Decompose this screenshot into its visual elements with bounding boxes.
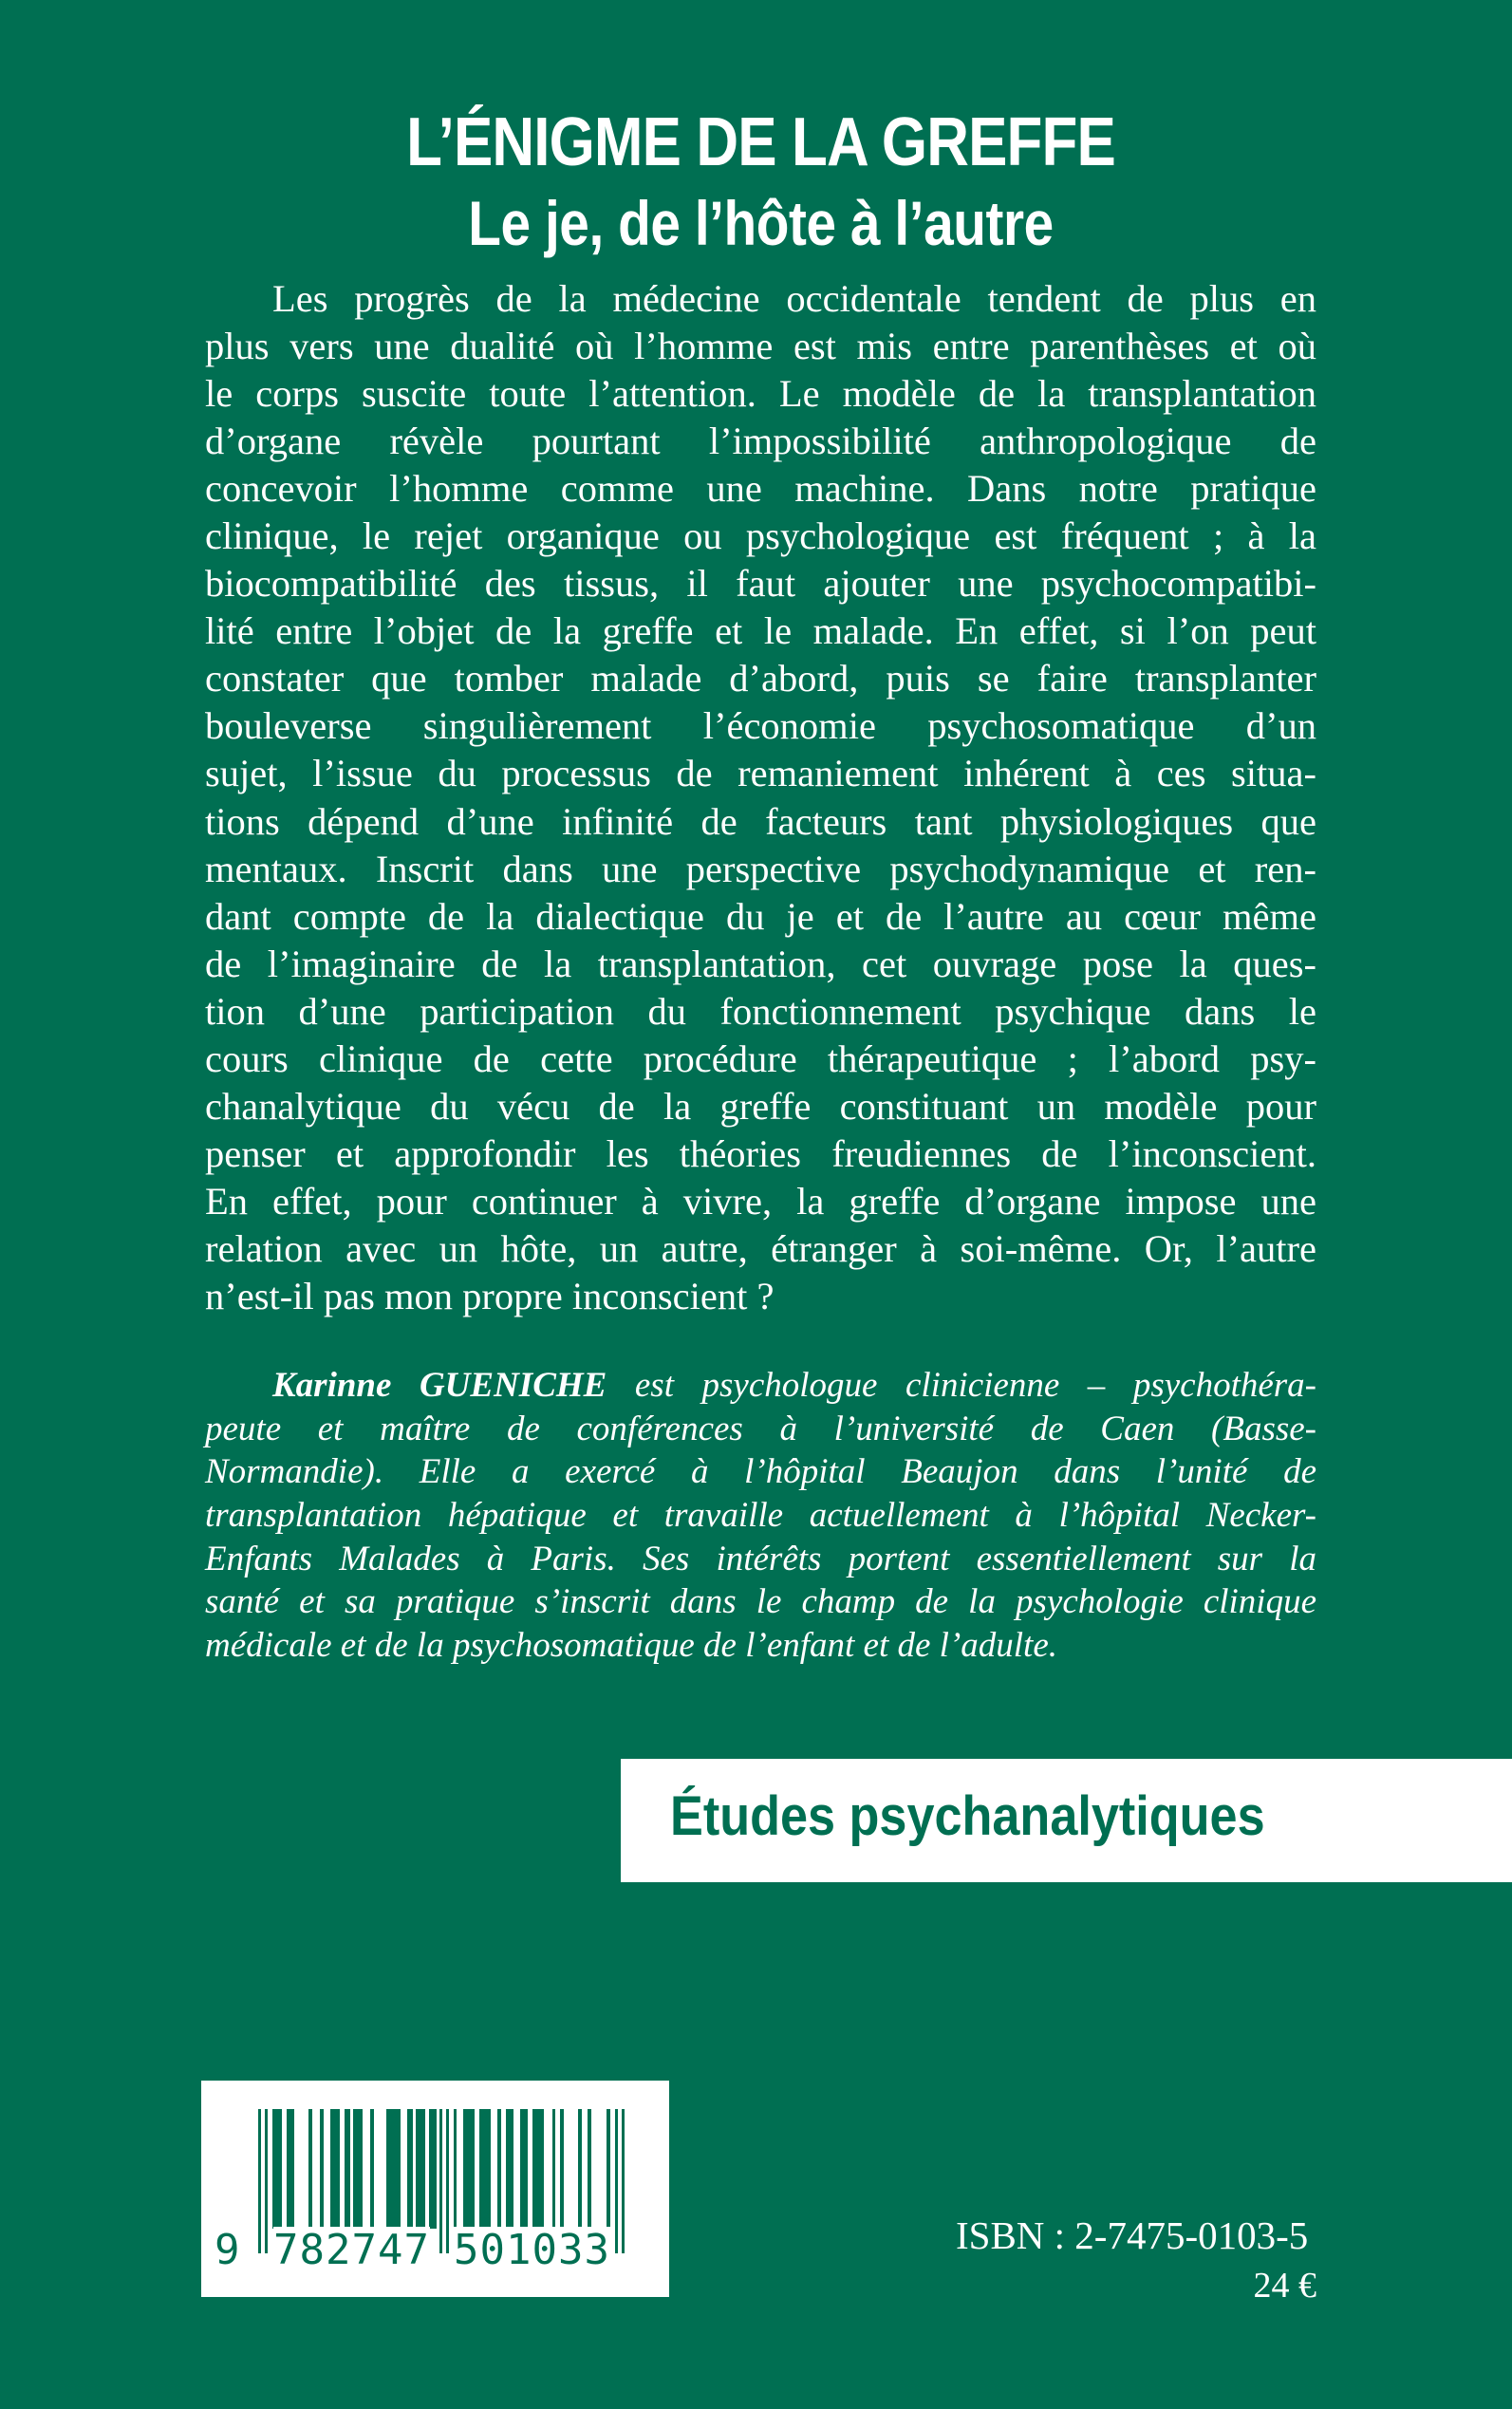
blurb-line: biocompatibilité des tissus, il faut ajouter une psychocompatibi- <box>205 562 1316 606</box>
blurb-paragraph <box>205 275 1316 1320</box>
price-text: 24 € <box>1253 2266 1316 2306</box>
blurb-line: n’est-il pas mon propre inconscient ? <box>205 1274 775 1317</box>
barcode-digits <box>201 2227 669 2274</box>
blurb-line: dant compte de la dialectique du je et de l’autre au cœur même <box>205 894 1316 938</box>
blurb-line: relation avec un hôte, un autre, étranger à soi-même. Or, l’autre <box>205 1226 1316 1270</box>
author-bio-line: Normandie). Elle a exercé à l’hôpital Beaujon dans l’unité de <box>205 1452 1316 1492</box>
blurb-line: concevoir l’homme comme une machine. Dans notre pratique <box>205 467 1316 511</box>
blurb-line: tions dépend d’une infinité de facteurs tant physiologiques que <box>205 799 1316 843</box>
author-bio-line: Enfants Malades à Paris. Ses intérêts portent essentiellement sur la <box>205 1539 1316 1578</box>
blurb-line: penser et approfondir les théories freudiennes de l’inconscient. <box>205 1131 1316 1175</box>
author-bio-line: santé et sa pratique s’inscrit dans le champ de la psychologie clinique <box>205 1582 1316 1622</box>
blurb-line: le corps suscite toute l’attention. Le modèle de la transplantation <box>205 372 1316 416</box>
blurb-line: de l’imaginaire de la transplantation, cet ouvrage pose la ques- <box>205 942 1316 985</box>
blurb-line: d’organe révèle pourtant l’impossibilité anthropologique de <box>205 420 1316 463</box>
blurb-line: sujet, l’issue du processus de remaniement inhérent à ces situa- <box>205 752 1316 795</box>
author-bio-line: Karinne GUENICHE est psychologue clinicienne – psychothéra- <box>272 1366 1316 1405</box>
blurb-line: lité entre l’objet de la greffe et le malade. En effet, si l’on peut <box>205 609 1316 653</box>
series-label: Études psychanalytiques <box>670 1785 1265 1847</box>
blurb-line: bouleverse singulièrement l’économie psychosomatique d’un <box>205 704 1316 748</box>
series-band <box>621 1759 1512 1882</box>
blurb-line: chanalytique du vécu de la greffe constituant un modèle pour <box>205 1084 1316 1128</box>
book-subtitle: Le je, de l’hôte à l’autre <box>468 188 1054 258</box>
author-bio-line: médicale et de la psychosomatique de l’enfant et de l’adulte. <box>205 1626 1058 1666</box>
isbn-text: ISBN : 2-7475-0103-5 <box>956 2213 1309 2257</box>
blurb-line: constater que tomber malade d’abord, puis se faire transplanter <box>205 657 1316 700</box>
barcode-digits-right: 501033 <box>454 2226 610 2274</box>
author-bio-line: transplantation hépatique et travaille actuellement à l’hôpital Necker- <box>205 1496 1316 1536</box>
blurb-line: clinique, le rejet organique ou psychologique est fréquent ; à la <box>205 514 1316 558</box>
author-bio <box>205 1364 1316 1668</box>
blurb-line: plus vers une dualité où l’homme est mis entre parenthèses et où <box>205 325 1316 368</box>
book-title: L’ÉNIGME DE LA GREFFE <box>406 104 1115 180</box>
blurb-line: En effet, pour continuer à vivre, la greffe d’organe impose une <box>205 1179 1316 1223</box>
barcode-digit-lead: 9 <box>215 2226 241 2274</box>
blurb-line: Les progrès de la médecine occidentale tendent de plus en <box>272 277 1316 320</box>
author-bio-line: peute et maître de conférences à l’université de Caen (Basse- <box>205 1409 1316 1448</box>
author-name: Karinne GUENICHE <box>272 1366 607 1405</box>
blurb-line: cours clinique de cette procédure thérapeutique ; l’abord psy- <box>205 1036 1316 1080</box>
barcode <box>201 2081 669 2297</box>
blurb-line: mentaux. Inscrit dans une perspective psychodynamique et ren- <box>205 847 1316 890</box>
barcode-digits-left: 782747 <box>273 2226 430 2274</box>
blurb-line: tion d’une participation du fonctionnement psychique dans le <box>205 989 1316 1033</box>
